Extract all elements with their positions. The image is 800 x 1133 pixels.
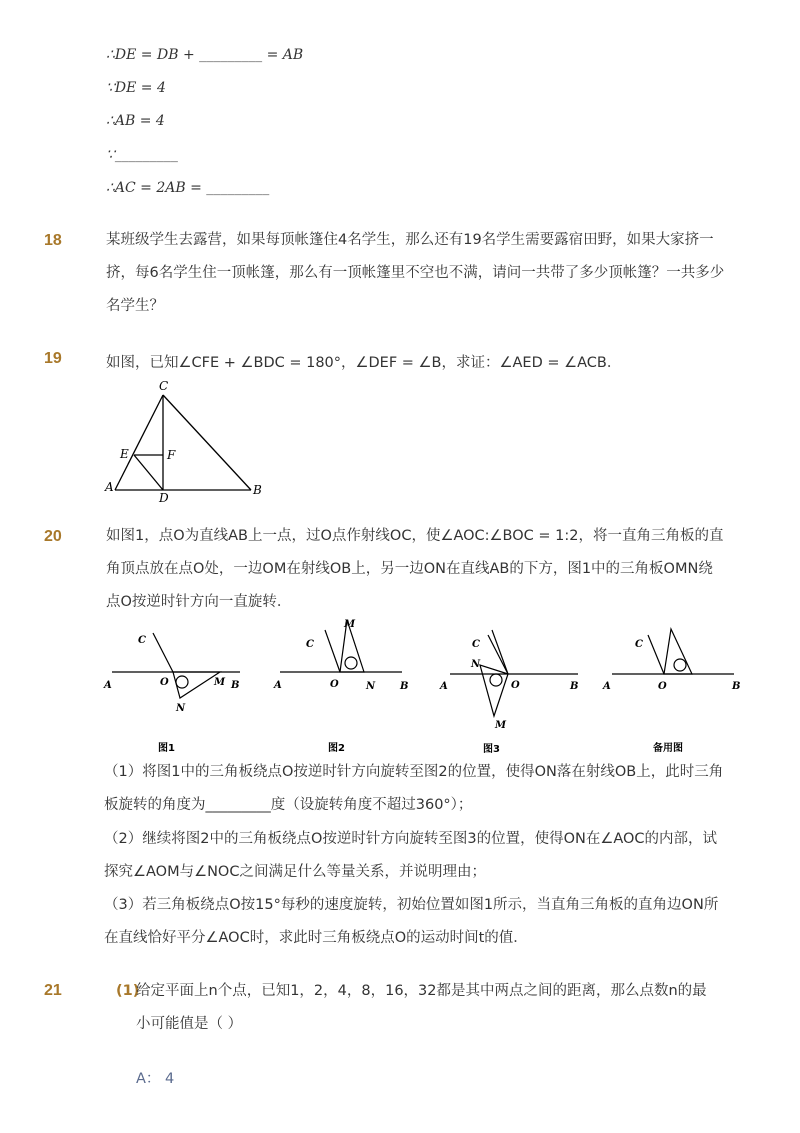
svg-text:M: M [495, 720, 507, 731]
proof-line-4: ∵_________ [106, 147, 178, 163]
figure-caption-2: 图2 [328, 743, 345, 754]
fig19-label-e: E [120, 447, 129, 461]
question-18-text: 某班级学生去露营，如果每顶帐篷住4名学生，那么还有19名学生需要露宿田野，如果大家挤一挤，每6名学生住一顶帐篷，那么有一顶帐篷里不空也不满，请问一共带了多少顶帐篷？一共多少名学生？ [106, 232, 725, 314]
svg-text:C: C [472, 639, 480, 650]
proof-line-2: ∵DE = 4 [106, 80, 166, 96]
svg-text:O: O [160, 677, 169, 688]
question-number-19: 19 [44, 350, 62, 367]
svg-text:A: A [104, 680, 112, 691]
svg-text:O: O [511, 680, 520, 691]
svg-text:O: O [330, 679, 339, 690]
figure-caption-spare: 备用图 [653, 743, 683, 754]
svg-text:A: A [440, 681, 448, 692]
svg-text:N: N [176, 703, 186, 714]
proof-line-1: ∴DE = DB + _________ = AB [106, 47, 304, 63]
question-21-text: 给定平面上n个点，已知1，2，4，8，16，32都是其中两点之间的距离，那么点数n的最小可能值是（ ） [136, 983, 707, 1032]
question-21-sub-label: (1) [116, 983, 140, 999]
question-20-part-2: （2）继续将图2中的三角板绕点O按逆时针方向旋转至图3的位置，使得ON在∠AOC的内部，试探究∠AOM与∠NOC之间满足什么等量关系，并说明理由； [104, 831, 718, 880]
svg-text:C: C [306, 639, 314, 650]
svg-text:N: N [366, 681, 376, 692]
fig19-label-d: D [159, 491, 169, 505]
svg-text:A: A [603, 681, 611, 692]
answer-option-a[interactable]: A： 4 [136, 1071, 175, 1087]
svg-text:C: C [138, 635, 146, 646]
proof-line-3: ∴AB = 4 [106, 113, 165, 129]
question-19-figure [100, 375, 270, 505]
proof-line-5: ∴AC = 2AB = _________ [106, 180, 270, 196]
question-20-part-3: （3）若三角板绕点O按15°每秒的速度旋转，初始位置如图1所示，当直角三角板的直角边ON所在直线恰好平分∠AOC时，求此时三角板绕点O的运动时间t的值． [104, 897, 719, 946]
svg-text:M: M [344, 619, 356, 630]
question-number-20: 20 [44, 528, 62, 545]
question-19-text: 如图，已知∠CFE + ∠BDC = 180°，∠DEF = ∠B，求证：∠AED = ∠ACB． [106, 355, 622, 371]
svg-text:B: B [732, 681, 741, 692]
fig19-label-a: A [105, 480, 114, 494]
question-20-text: 如图1，点O为直线AB上一点，过O点作射线OC，使∠AOC:∠BOC = 1:2，将一直角三角板的直角顶点放在点O处，一边OM在射线OB上，另一边ON在直线AB的下方，图1中的三角板OMN绕点O按逆时针方向一直旋转． [106, 528, 724, 610]
question-20-figures [100, 615, 750, 760]
fig19-label-b: B [253, 483, 262, 497]
svg-text:N: N [471, 659, 481, 670]
svg-text:B: B [400, 681, 409, 692]
fig19-label-c: C [159, 379, 169, 393]
figure-caption-1: 图1 [158, 743, 175, 754]
question-number-18: 18 [44, 232, 62, 249]
svg-text:C: C [635, 639, 643, 650]
svg-text:B: B [570, 681, 579, 692]
fig19-label-f: F [167, 448, 176, 462]
figure-caption-3: 图3 [483, 744, 500, 755]
svg-text:B: B [231, 680, 240, 691]
svg-text:A: A [274, 680, 282, 691]
svg-text:M: M [214, 677, 226, 688]
question-number-21: 21 [44, 982, 62, 999]
svg-text:O: O [658, 681, 667, 692]
question-20-part-1: （1）将图1中的三角板绕点O按逆时针方向旋转至图2的位置，使得ON落在射线OB上，此时三角板旋转的角度为_________度（设旋转角度不超过360°）； [104, 764, 724, 813]
